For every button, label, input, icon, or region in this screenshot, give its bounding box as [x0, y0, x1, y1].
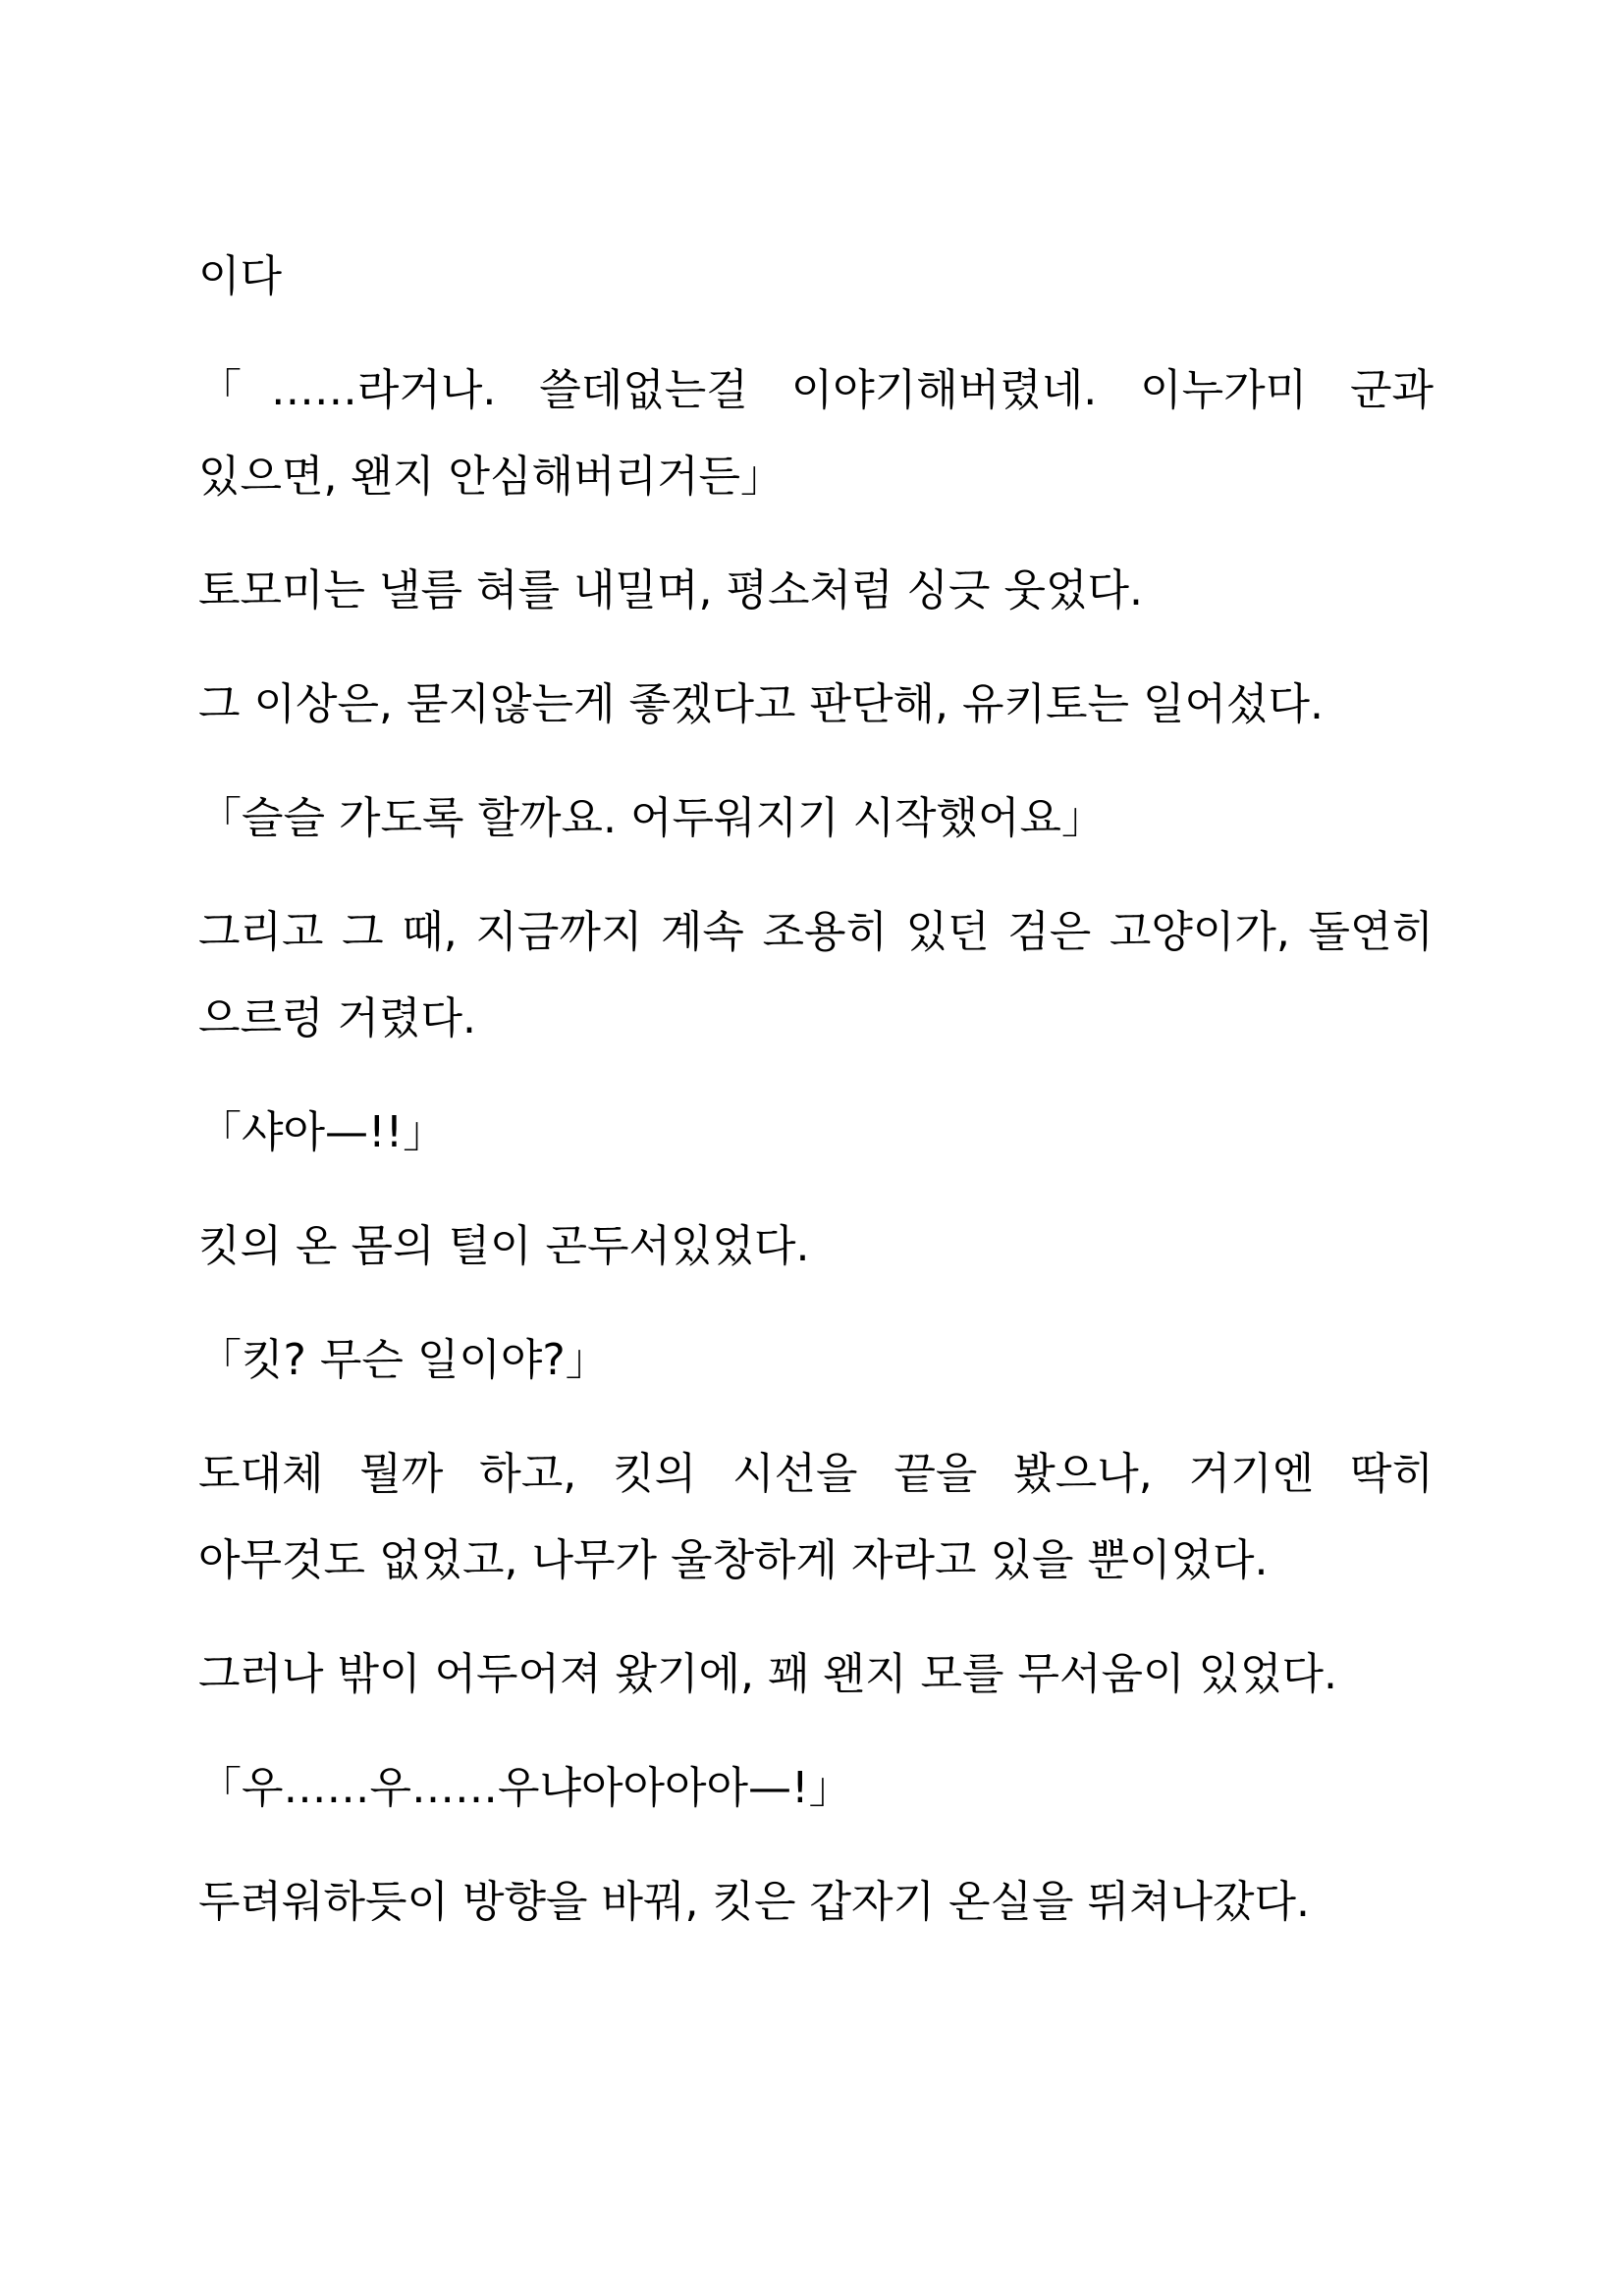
paragraph: 「샤아—!!」 [198, 1107, 447, 1157]
paragraph: 그리고 그 때, 지금까지 계속 조용히 있던 검은 고양이가, 돌연히 으르렁 거렸다. [198, 907, 1434, 1043]
paragraph: 도대체 뭘까 하고, 킷의 시선을 끝을 봤으나, 거기엔 딱히 아무것도 없었고, 나무가 울창하게 자라고 있을 뿐이었다. [198, 1449, 1434, 1585]
paragraph: 토모미는 낼름 혀를 내밀며, 평소처럼 싱긋 웃었다. [198, 565, 1143, 615]
paragraph: 「킷? 무슨 일이야?」 [198, 1335, 609, 1385]
paragraph: 「우……우……우냐아아아아—!」 [198, 1763, 852, 1813]
paragraph: 그 이상은, 묻지않는게 좋겠다고 판단해, 유키토는 일어섰다. [198, 679, 1324, 729]
paragraph: 킷의 온 몸의 털이 곤두서있었다. [198, 1221, 810, 1271]
paragraph: 두려워하듯이 방향을 바꿔, 킷은 갑자기 온실을 뛰쳐나갔다. [198, 1877, 1310, 1927]
paragraph: 「슬슬 가도록 할까요. 어두워지기 시작했어요」 [198, 793, 1106, 843]
paragraph: 이다 [198, 251, 283, 301]
paragraph: 그러나 밖이 어두어져 왔기에, 꽤 왠지 모를 무서움이 있었다. [198, 1649, 1337, 1699]
body-text [198, 234, 1434, 1973]
paragraph: 「……라거나. 쓸데없는걸 이야기해버렸네. 이누가미 군과 있으면, 왠지 안심해버리거든」 [198, 365, 1434, 502]
